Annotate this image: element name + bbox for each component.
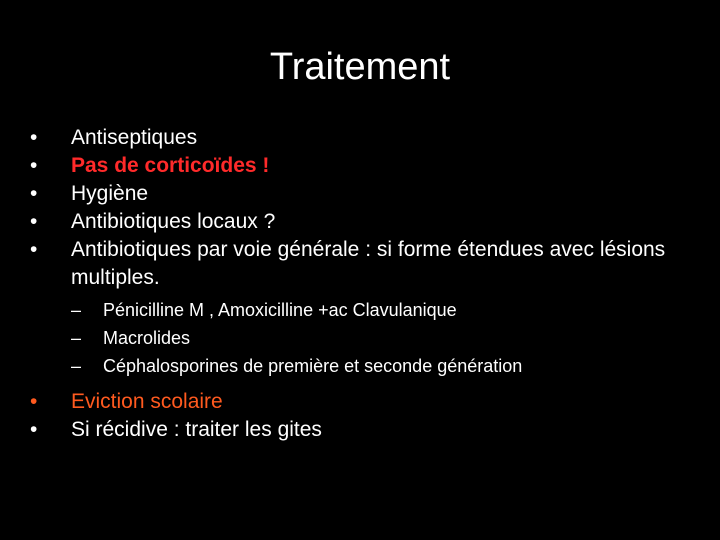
bullet-icon: • bbox=[30, 126, 38, 149]
dash-icon: – bbox=[71, 356, 82, 376]
spacer bbox=[71, 380, 710, 388]
list-item bbox=[30, 208, 710, 236]
bullet-icon: • bbox=[30, 182, 38, 205]
dash-icon: – bbox=[71, 300, 82, 320]
sub-list-item bbox=[71, 352, 710, 380]
list-item-text: Antibiotiques locaux ? bbox=[71, 210, 276, 233]
dash-icon: – bbox=[71, 328, 82, 348]
bullet-icon: • bbox=[30, 238, 38, 261]
sub-list-item bbox=[71, 296, 710, 324]
sub-list bbox=[71, 296, 710, 380]
list-item-warning bbox=[30, 152, 710, 180]
list-item bbox=[30, 124, 710, 152]
sub-list-item-text: Pénicilline M , Amoxicilline +ac Clavulanique bbox=[103, 300, 457, 320]
list-item bbox=[30, 236, 710, 388]
list-item-text: Pas de corticoïdes ! bbox=[71, 154, 270, 177]
list-item bbox=[30, 416, 710, 444]
list-item-text: Antibiotiques par voie générale : si forme étendues avec lésions multiples. bbox=[71, 238, 666, 289]
sub-list-item bbox=[71, 324, 710, 352]
bullet-icon: • bbox=[30, 418, 38, 441]
list-item-text: Eviction scolaire bbox=[71, 390, 223, 413]
list-item-text: Antiseptiques bbox=[71, 126, 198, 149]
bullet-icon: • bbox=[30, 390, 38, 413]
bullet-icon: • bbox=[30, 210, 38, 233]
list-item-text: Hygiène bbox=[71, 182, 149, 205]
list-item-text: Si récidive : traiter les gites bbox=[71, 418, 322, 441]
bullet-icon: • bbox=[30, 154, 38, 177]
sub-list-item-text: Céphalosporines de première et seconde génération bbox=[103, 356, 523, 376]
slide-title: Traitement bbox=[269, 46, 451, 88]
sub-list-item-text: Macrolides bbox=[103, 328, 191, 348]
bullet-list bbox=[30, 124, 710, 444]
list-item bbox=[30, 180, 710, 208]
list-item-highlight bbox=[30, 388, 710, 416]
